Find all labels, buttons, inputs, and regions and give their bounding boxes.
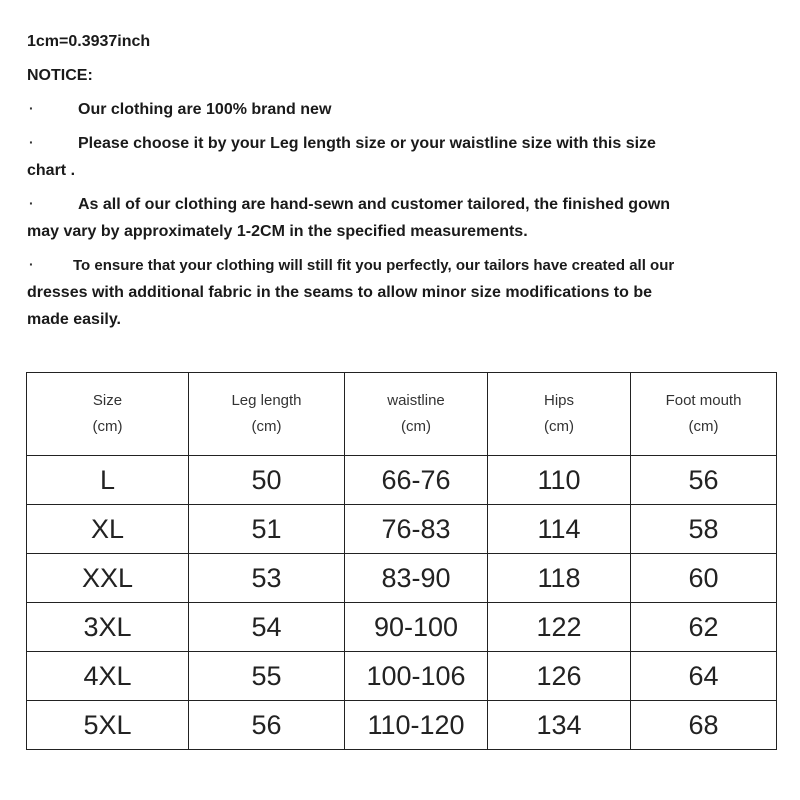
hips-cell: 114 (488, 505, 631, 554)
foot-mouth-cell: 64 (631, 652, 777, 701)
notice-item-3-line-1: As all of our clothing are hand-sewn and customer tailored, the finished gown (78, 196, 671, 213)
leg-length-cell: 50 (189, 456, 345, 505)
header-hips (488, 373, 631, 456)
header-unit: (cm) (544, 418, 574, 435)
foot-mouth-cell: 68 (631, 701, 777, 750)
leg-length-cell: 55 (189, 652, 345, 701)
header-label: Foot mouth (665, 392, 742, 409)
foot-mouth-cell: 62 (631, 603, 777, 652)
table-row (27, 652, 777, 701)
waistline-cell: 100-106 (345, 652, 488, 701)
size-cell: 4XL (27, 652, 189, 701)
notice-item-2-line-2: chart . (27, 162, 76, 179)
table-row (27, 505, 777, 554)
size-cell: 5XL (27, 701, 189, 750)
table-header-row (27, 373, 777, 456)
header-label: Hips (543, 392, 574, 409)
size-cell: XXL (27, 554, 189, 603)
hips-cell: 118 (488, 554, 631, 603)
bullet-3: · (29, 195, 34, 211)
header-label: Size (92, 392, 123, 409)
leg-length-cell: 54 (189, 603, 345, 652)
bullet-2: · (29, 134, 34, 150)
foot-mouth-cell: 56 (631, 456, 777, 505)
foot-mouth-cell: 58 (631, 505, 777, 554)
size-cell: 3XL (27, 603, 189, 652)
notice-heading: NOTICE: (27, 67, 93, 84)
table-row (27, 554, 777, 603)
waistline-cell: 66-76 (345, 456, 488, 505)
size-chart-table (26, 372, 777, 750)
leg-length-cell: 56 (189, 701, 345, 750)
table-row (27, 701, 777, 750)
header-unit: (cm) (401, 418, 431, 435)
unit-conversion: 1cm=0.3937inch (27, 33, 151, 50)
size-cell: L (27, 456, 189, 505)
waistline-cell: 83-90 (345, 554, 488, 603)
notice-item-4-line-2: dresses with additional fabric in the seams to allow minor size modifications to be (27, 284, 653, 301)
header-leg-length (189, 373, 345, 456)
leg-length-cell: 51 (189, 505, 345, 554)
header-unit: (cm) (688, 418, 719, 435)
table-row (27, 456, 777, 505)
hips-cell: 110 (488, 456, 631, 505)
waistline-cell: 90-100 (345, 603, 488, 652)
notice-item-4-line-3: made easily. (27, 311, 121, 328)
foot-mouth-cell: 60 (631, 554, 777, 603)
header-size (27, 373, 189, 456)
table-row (27, 603, 777, 652)
hips-cell: 134 (488, 701, 631, 750)
header-waistline (345, 373, 488, 456)
bullet-4: · (29, 256, 34, 272)
hips-cell: 126 (488, 652, 631, 701)
hips-cell: 122 (488, 603, 631, 652)
leg-length-cell: 53 (189, 554, 345, 603)
header-label: waistline (387, 392, 445, 409)
notice-item-4-line-1: To ensure that your clothing will still fit you perfectly, our tailors have created all our (73, 257, 675, 274)
notice-item-2-line-1: Please choose it by your Leg length size or your waistline size with this size (78, 135, 656, 152)
notice-item-3-line-2: may vary by approximately 1-2CM in the specified measurements. (27, 223, 528, 240)
header-label: Leg length (231, 392, 302, 409)
waistline-cell: 110-120 (345, 701, 488, 750)
bullet-1: · (29, 100, 34, 116)
notice-item-1: Our clothing are 100% brand new (78, 101, 332, 118)
header-foot-mouth (631, 373, 777, 456)
header-unit: (cm) (251, 418, 282, 435)
size-cell: XL (27, 505, 189, 554)
header-unit: (cm) (92, 418, 123, 435)
waistline-cell: 76-83 (345, 505, 488, 554)
